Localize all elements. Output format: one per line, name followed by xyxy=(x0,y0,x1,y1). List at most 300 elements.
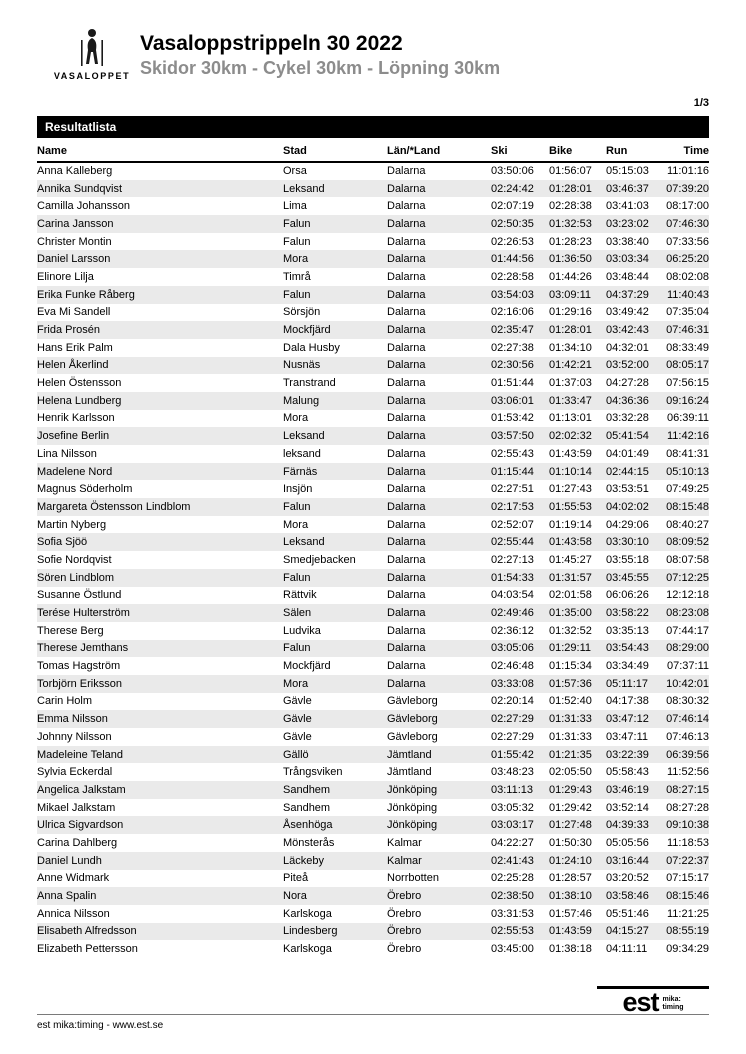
header-row xyxy=(37,138,709,162)
cell-lan: Dalarna xyxy=(387,447,426,460)
cell-stad: Nusnäs xyxy=(283,359,321,372)
cell-run: 02:44:15 xyxy=(606,465,649,478)
cell-stad: Mönsterås xyxy=(283,836,335,849)
cell-stad: leksand xyxy=(283,447,321,460)
cell-lan: Norrbotten xyxy=(387,872,439,885)
table-row xyxy=(37,569,709,587)
cell-run: 04:29:06 xyxy=(606,518,649,531)
cell-ski: 03:48:23 xyxy=(491,766,534,779)
cell-name: Carina Jansson xyxy=(37,217,114,230)
cell-name: Annika Sundqvist xyxy=(37,182,122,195)
cell-run: 03:20:52 xyxy=(606,872,649,885)
cell-time: 08:05:17 xyxy=(666,359,709,372)
cell-bike: 02:02:32 xyxy=(549,430,592,443)
cell-name: Sofie Nordqvist xyxy=(37,553,112,566)
cell-lan: Kalmar xyxy=(387,854,422,867)
cell-stad: Rättvik xyxy=(283,589,317,602)
cell-stad: Piteå xyxy=(283,872,309,885)
cell-time: 08:15:46 xyxy=(666,890,709,903)
cell-bike: 01:57:46 xyxy=(549,907,592,920)
cell-time: 08:41:31 xyxy=(666,447,709,460)
cell-run: 03:54:43 xyxy=(606,642,649,655)
cell-name: Angelica Jalkstam xyxy=(37,783,126,796)
cell-run: 04:01:49 xyxy=(606,447,649,460)
vasaloppet-emblem-icon xyxy=(77,28,107,68)
cell-bike: 01:38:10 xyxy=(549,890,592,903)
table-row xyxy=(37,321,709,339)
cell-lan: Dalarna xyxy=(387,642,426,655)
cell-run: 03:32:28 xyxy=(606,412,649,425)
cell-bike: 01:45:27 xyxy=(549,553,592,566)
cell-bike: 01:37:03 xyxy=(549,377,592,390)
cell-ski: 02:27:13 xyxy=(491,553,534,566)
cell-run: 04:37:29 xyxy=(606,288,649,301)
cell-ski: 03:50:06 xyxy=(491,165,534,178)
cell-bike: 01:43:59 xyxy=(549,925,592,938)
cell-stad: Gävle xyxy=(283,713,312,726)
footer-text: est mika:timing - www.est.se xyxy=(37,1020,164,1031)
cell-name: Josefine Berlin xyxy=(37,430,110,443)
cell-name: Anna Spalin xyxy=(37,890,97,903)
cell-ski: 02:41:43 xyxy=(491,854,534,867)
cell-ski: 01:55:42 xyxy=(491,748,534,761)
table-row xyxy=(37,215,709,233)
cell-stad: Insjön xyxy=(283,483,313,496)
cell-time: 07:22:37 xyxy=(666,854,709,867)
cell-ski: 04:22:27 xyxy=(491,836,534,849)
cell-run: 03:16:44 xyxy=(606,854,649,867)
cell-run: 04:39:33 xyxy=(606,819,649,832)
vasaloppet-brand-text: VASALOPPET xyxy=(53,71,131,81)
table-row xyxy=(37,746,709,764)
cell-ski: 02:20:14 xyxy=(491,695,534,708)
table-row xyxy=(37,339,709,357)
table-row xyxy=(37,445,709,463)
cell-run: 04:32:01 xyxy=(606,341,649,354)
cell-stad: Gävle xyxy=(283,730,312,743)
cell-stad: Smedjebacken xyxy=(283,553,356,566)
cell-stad: Orsa xyxy=(283,165,307,178)
cell-lan: Gävleborg xyxy=(387,730,438,743)
cell-run: 05:05:56 xyxy=(606,836,649,849)
cell-lan: Dalarna xyxy=(387,677,426,690)
cell-run: 03:48:44 xyxy=(606,270,649,283)
cell-name: Susanne Östlund xyxy=(37,589,122,602)
cell-lan: Örebro xyxy=(387,890,422,903)
cell-stad: Mockfjärd xyxy=(283,660,331,673)
cell-stad: Ludvika xyxy=(283,624,321,637)
cell-bike: 01:13:01 xyxy=(549,412,592,425)
cell-run: 04:11:11 xyxy=(606,943,648,956)
cell-run: 03:47:12 xyxy=(606,713,649,726)
cell-time: 07:56:15 xyxy=(666,377,709,390)
cell-ski: 02:07:19 xyxy=(491,200,534,213)
cell-ski: 02:52:07 xyxy=(491,518,534,531)
table-row xyxy=(37,834,709,852)
cell-name: Ulrica Sigvardson xyxy=(37,819,124,832)
cell-name: Christer Montin xyxy=(37,235,112,248)
cell-stad: Gävle xyxy=(283,695,312,708)
cell-stad: Gällö xyxy=(283,748,309,761)
cell-run: 03:34:49 xyxy=(606,660,649,673)
cell-run: 06:06:26 xyxy=(606,589,649,602)
cell-ski: 02:27:29 xyxy=(491,713,534,726)
cell-name: Elizabeth Pettersson xyxy=(37,943,138,956)
footer-divider xyxy=(37,1014,709,1015)
cell-ski: 03:11:13 xyxy=(491,783,534,796)
cell-bike: 01:31:57 xyxy=(549,571,592,584)
cell-time: 11:52:56 xyxy=(666,766,709,779)
cell-name: Madeleine Teland xyxy=(37,748,124,761)
cell-time: 09:10:38 xyxy=(666,819,709,832)
cell-ski: 02:30:56 xyxy=(491,359,534,372)
cell-lan: Dalarna xyxy=(387,253,426,266)
est-logo-text: est xyxy=(622,987,659,1017)
cell-bike: 01:52:40 xyxy=(549,695,592,708)
cell-time: 07:39:20 xyxy=(666,182,709,195)
cell-run: 03:30:10 xyxy=(606,536,649,549)
cell-run: 04:36:36 xyxy=(606,394,649,407)
table-row xyxy=(37,710,709,728)
cell-ski: 03:03:17 xyxy=(491,819,534,832)
cell-stad: Åsenhöga xyxy=(283,819,333,832)
cell-name: Johnny Nilsson xyxy=(37,730,112,743)
table-row xyxy=(37,498,709,516)
table-row xyxy=(37,427,709,445)
cell-name: Therese Jemthans xyxy=(37,642,129,655)
cell-time: 12:12:18 xyxy=(666,589,709,602)
cell-stad: Falun xyxy=(283,288,311,301)
cell-time: 11:01:16 xyxy=(666,165,709,178)
cell-stad: Falun xyxy=(283,642,311,655)
cell-lan: Jönköping xyxy=(387,783,438,796)
cell-time: 07:46:13 xyxy=(666,730,709,743)
col-run: Run xyxy=(606,138,664,162)
cell-name: Helena Lundberg xyxy=(37,394,122,407)
vasaloppet-logo xyxy=(50,26,134,81)
cell-lan: Dalarna xyxy=(387,518,426,531)
cell-ski: 02:16:06 xyxy=(491,306,534,319)
cell-time: 07:35:04 xyxy=(666,306,709,319)
table-row xyxy=(37,604,709,622)
table-row xyxy=(37,923,709,941)
cell-stad: Mora xyxy=(283,518,309,531)
cell-run: 03:53:51 xyxy=(606,483,649,496)
cell-bike: 01:35:00 xyxy=(549,607,592,620)
cell-stad: Lima xyxy=(283,200,307,213)
cell-ski: 02:36:12 xyxy=(491,624,534,637)
table-row xyxy=(37,693,709,711)
cell-stad: Färnäs xyxy=(283,465,318,478)
cell-ski: 03:06:01 xyxy=(491,394,534,407)
cell-time: 11:40:43 xyxy=(666,288,709,301)
cell-lan: Dalarna xyxy=(387,430,426,443)
cell-name: Helen Åkerlind xyxy=(37,359,109,372)
cell-name: Carin Holm xyxy=(37,695,93,708)
cell-time: 07:49:25 xyxy=(666,483,709,496)
cell-name: Therese Berg xyxy=(37,624,104,637)
cell-time: 08:55:19 xyxy=(666,925,709,938)
document-header xyxy=(0,0,746,81)
cell-name: Lina Nilsson xyxy=(37,447,97,460)
cell-bike: 01:32:53 xyxy=(549,217,592,230)
table-row xyxy=(37,480,709,498)
cell-stad: Mora xyxy=(283,677,309,690)
cell-bike: 01:55:53 xyxy=(549,500,592,513)
cell-time: 11:21:25 xyxy=(666,907,709,920)
cell-bike: 02:05:50 xyxy=(549,766,592,779)
cell-bike: 01:56:07 xyxy=(549,165,592,178)
table-row xyxy=(37,781,709,799)
cell-stad: Trångsviken xyxy=(283,766,343,779)
cell-time: 07:37:11 xyxy=(666,660,709,673)
cell-name: Elisabeth Alfredsson xyxy=(37,925,137,938)
cell-name: Sören Lindblom xyxy=(37,571,115,584)
cell-lan: Dalarna xyxy=(387,607,426,620)
cell-ski: 04:03:54 xyxy=(491,589,534,602)
table-row xyxy=(37,268,709,286)
cell-stad: Leksand xyxy=(283,430,325,443)
cell-ski: 02:49:46 xyxy=(491,607,534,620)
cell-name: Annica Nilsson xyxy=(37,907,110,920)
cell-run: 03:58:46 xyxy=(606,890,649,903)
table-row xyxy=(37,551,709,569)
cell-lan: Dalarna xyxy=(387,217,426,230)
cell-time: 11:42:16 xyxy=(666,430,709,443)
cell-time: 08:07:58 xyxy=(666,553,709,566)
cell-lan: Dalarna xyxy=(387,571,426,584)
table-row xyxy=(37,816,709,834)
cell-bike: 01:31:33 xyxy=(549,713,592,726)
cell-run: 03:42:43 xyxy=(606,324,649,337)
table-row xyxy=(37,304,709,322)
cell-run: 03:46:19 xyxy=(606,783,649,796)
cell-bike: 01:10:14 xyxy=(549,465,592,478)
col-time: Time xyxy=(664,138,709,162)
cell-time: 08:09:52 xyxy=(666,536,709,549)
cell-bike: 01:50:30 xyxy=(549,836,592,849)
cell-run: 03:49:42 xyxy=(606,306,649,319)
cell-time: 06:39:11 xyxy=(666,412,709,425)
cell-lan: Dalarna xyxy=(387,306,426,319)
cell-time: 09:34:29 xyxy=(666,943,709,956)
cell-lan: Gävleborg xyxy=(387,695,438,708)
cell-name: Tomas Hagström xyxy=(37,660,121,673)
cell-ski: 01:44:56 xyxy=(491,253,534,266)
cell-name: Mikael Jalkstam xyxy=(37,801,116,814)
cell-bike: 01:42:21 xyxy=(549,359,592,372)
table-row xyxy=(37,657,709,675)
col-ski: Ski xyxy=(491,138,549,162)
cell-run: 03:45:55 xyxy=(606,571,649,584)
cell-stad: Karlskoga xyxy=(283,943,332,956)
cell-name: Daniel Larsson xyxy=(37,253,111,266)
cell-ski: 03:05:06 xyxy=(491,642,534,655)
cell-name: Madelene Nord xyxy=(37,465,113,478)
results-table xyxy=(37,138,709,958)
col-bike: Bike xyxy=(549,138,606,162)
cell-lan: Dalarna xyxy=(387,624,426,637)
cell-time: 08:02:08 xyxy=(666,270,709,283)
cell-run: 05:15:03 xyxy=(606,165,649,178)
cell-ski: 02:55:43 xyxy=(491,447,534,460)
mikatiming-logo-text: mika: timing xyxy=(662,996,684,1012)
page-title: Vasaloppstrippeln 30 2022 xyxy=(140,32,403,55)
cell-lan: Dalarna xyxy=(387,500,426,513)
cell-bike: 01:34:10 xyxy=(549,341,592,354)
cell-ski: 03:05:32 xyxy=(491,801,534,814)
cell-time: 07:15:17 xyxy=(666,872,709,885)
cell-ski: 03:54:03 xyxy=(491,288,534,301)
cell-name: Frida Prosén xyxy=(37,324,100,337)
cell-lan: Dalarna xyxy=(387,465,426,478)
cell-ski: 02:50:35 xyxy=(491,217,534,230)
cell-run: 04:02:02 xyxy=(606,500,649,513)
cell-ski: 02:46:48 xyxy=(491,660,534,673)
cell-time: 08:17:00 xyxy=(666,200,709,213)
cell-stad: Mockfjärd xyxy=(283,324,331,337)
cell-ski: 02:38:50 xyxy=(491,890,534,903)
cell-bike: 01:21:35 xyxy=(549,748,592,761)
cell-run: 05:51:46 xyxy=(606,907,649,920)
cell-run: 03:23:02 xyxy=(606,217,649,230)
col-lan-land: Län/*Land xyxy=(387,138,491,162)
cell-bike: 01:19:14 xyxy=(549,518,592,531)
cell-ski: 01:54:33 xyxy=(491,571,534,584)
table-row xyxy=(37,516,709,534)
cell-lan: Jönköping xyxy=(387,819,438,832)
table-row xyxy=(37,463,709,481)
cell-lan: Kalmar xyxy=(387,836,422,849)
cell-lan: Dalarna xyxy=(387,412,426,425)
cell-stad: Leksand xyxy=(283,536,325,549)
cell-ski: 01:51:44 xyxy=(491,377,534,390)
table-row xyxy=(37,180,709,198)
table-row xyxy=(37,675,709,693)
cell-bike: 01:57:36 xyxy=(549,677,592,690)
cell-stad: Sandhem xyxy=(283,801,331,814)
cell-name: Camilla Johansson xyxy=(37,200,130,213)
cell-time: 08:30:32 xyxy=(666,695,709,708)
cell-name: Sylvia Eckerdal xyxy=(37,766,113,779)
cell-time: 08:15:48 xyxy=(666,500,709,513)
cell-lan: Jämtland xyxy=(387,766,432,779)
results-table-header xyxy=(37,138,709,162)
cell-ski: 03:45:00 xyxy=(491,943,534,956)
cell-bike: 01:33:47 xyxy=(549,394,592,407)
cell-lan: Örebro xyxy=(387,907,422,920)
cell-ski: 01:53:42 xyxy=(491,412,534,425)
table-row xyxy=(37,799,709,817)
cell-time: 08:23:08 xyxy=(666,607,709,620)
cell-name: Eva Mi Sandell xyxy=(37,306,111,319)
results-section-header: Resultatlista xyxy=(37,116,709,138)
cell-stad: Leksand xyxy=(283,182,325,195)
cell-lan: Dalarna xyxy=(387,341,426,354)
table-row xyxy=(37,392,709,410)
cell-time: 07:46:30 xyxy=(666,217,709,230)
cell-run: 03:47:11 xyxy=(606,730,649,743)
table-row xyxy=(37,763,709,781)
cell-name: Torbjörn Eriksson xyxy=(37,677,122,690)
cell-run: 04:15:27 xyxy=(606,925,649,938)
cell-stad: Timrå xyxy=(283,270,311,283)
cell-time: 07:46:31 xyxy=(666,324,709,337)
cell-stad: Sälen xyxy=(283,607,312,620)
cell-name: Daniel Lundh xyxy=(37,854,102,867)
cell-ski: 02:55:44 xyxy=(491,536,534,549)
cell-stad: Falun xyxy=(283,500,311,513)
cell-ski: 02:55:53 xyxy=(491,925,534,938)
cell-bike: 01:29:11 xyxy=(549,642,592,655)
cell-name: Erika Funke Råberg xyxy=(37,288,135,301)
cell-lan: Dalarna xyxy=(387,553,426,566)
cell-ski: 03:31:53 xyxy=(491,907,534,920)
col-name: Name xyxy=(37,138,283,162)
cell-bike: 01:31:33 xyxy=(549,730,592,743)
title-block xyxy=(140,26,500,79)
cell-ski: 03:33:08 xyxy=(491,677,534,690)
cell-bike: 01:28:01 xyxy=(549,324,592,337)
table-row xyxy=(37,622,709,640)
cell-name: Emma Nilsson xyxy=(37,713,108,726)
cell-bike: 01:29:43 xyxy=(549,783,592,796)
cell-ski: 02:28:58 xyxy=(491,270,534,283)
cell-lan: Gävleborg xyxy=(387,713,438,726)
cell-time: 08:27:28 xyxy=(666,801,709,814)
cell-name: Sofia Sjöö xyxy=(37,536,88,549)
table-row xyxy=(37,640,709,658)
cell-time: 05:10:13 xyxy=(666,465,709,478)
cell-lan: Dalarna xyxy=(387,165,426,178)
results-table-body xyxy=(37,162,709,958)
cell-name: Terése Hulterström xyxy=(37,607,130,620)
document-footer xyxy=(37,984,709,1054)
table-row xyxy=(37,870,709,888)
cell-run: 03:38:40 xyxy=(606,235,649,248)
cell-ski: 02:25:28 xyxy=(491,872,534,885)
cell-run: 03:03:34 xyxy=(606,253,649,266)
cell-bike: 01:28:57 xyxy=(549,872,592,885)
cell-lan: Jönköping xyxy=(387,801,438,814)
cell-run: 05:41:54 xyxy=(606,430,649,443)
cell-ski: 02:27:38 xyxy=(491,341,534,354)
cell-name: Martin Nyberg xyxy=(37,518,107,531)
cell-ski: 02:27:51 xyxy=(491,483,534,496)
cell-run: 03:35:13 xyxy=(606,624,649,637)
cell-time: 06:39:56 xyxy=(666,748,709,761)
table-row xyxy=(37,162,709,180)
cell-lan: Dalarna xyxy=(387,270,426,283)
cell-stad: Falun xyxy=(283,217,311,230)
page-subtitle: Skidor 30km - Cykel 30km - Löpning 30km xyxy=(140,58,501,79)
cell-run: 04:17:38 xyxy=(606,695,649,708)
cell-ski: 02:24:42 xyxy=(491,182,534,195)
cell-bike: 02:01:58 xyxy=(549,589,592,602)
cell-bike: 01:44:26 xyxy=(549,270,592,283)
table-row xyxy=(37,357,709,375)
cell-bike: 01:27:43 xyxy=(549,483,592,496)
cell-bike: 01:15:34 xyxy=(549,660,592,673)
cell-bike: 03:09:11 xyxy=(549,288,592,301)
cell-stad: Karlskoga xyxy=(283,907,332,920)
cell-run: 03:46:37 xyxy=(606,182,649,195)
cell-time: 07:12:25 xyxy=(666,571,709,584)
cell-ski: 02:27:29 xyxy=(491,730,534,743)
cell-name: Margareta Östensson Lindblom xyxy=(37,500,191,513)
cell-lan: Örebro xyxy=(387,943,422,956)
table-row xyxy=(37,852,709,870)
